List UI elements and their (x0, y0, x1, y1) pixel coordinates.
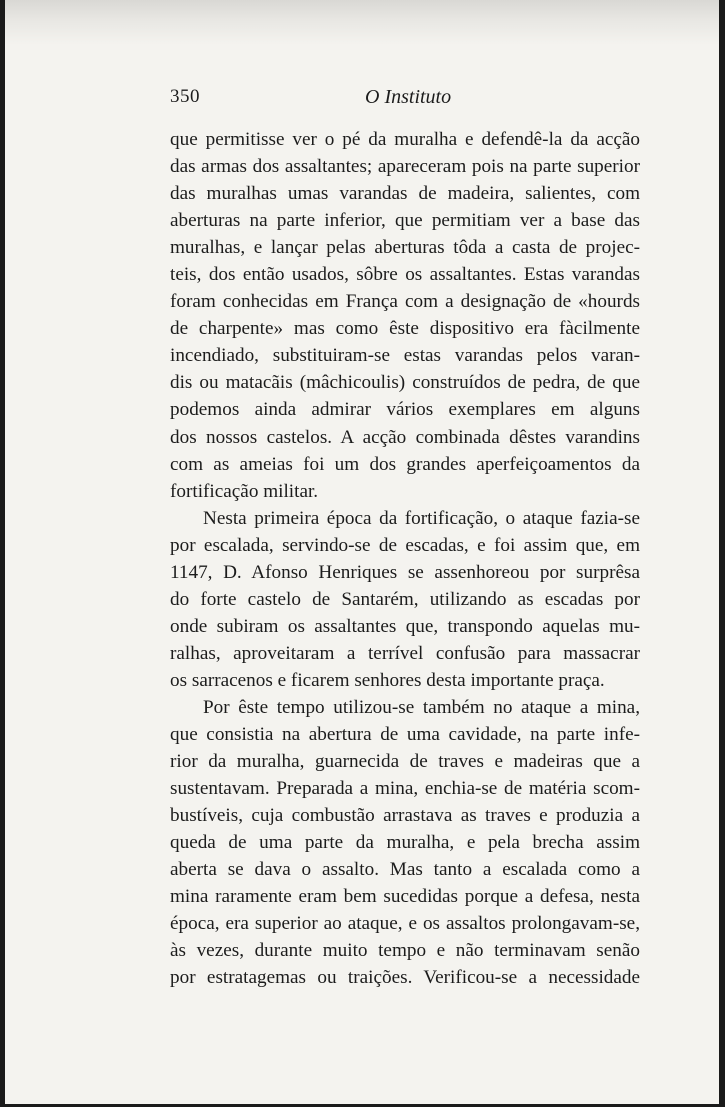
text-line: época, era superior ao ataque, e os assaltos prolongavam-se, (170, 913, 640, 935)
text-line: com as ameias foi um dos grandes aperfeiçoamentos da (170, 453, 640, 475)
text-line: dis ou matacãis (mâchicoulis) construídos de pedra, de que (170, 372, 640, 394)
text-line: 1147, D. Afonso Henriques se assenhoreou por surprêsa (170, 561, 640, 583)
text-line: incendiado, substituiram-se estas varandas pelos varan- (170, 345, 640, 367)
text-line: fortificação militar. (170, 480, 319, 502)
text-line: aberturas na parte inferior, que permitiam ver a base das (170, 210, 640, 232)
text-line: bustíveis, cuja combustão arrastava as traves e produzia a (170, 805, 640, 827)
running-title: O Instituto (365, 86, 452, 108)
scan-left-edge (0, 0, 5, 1107)
text-line: onde subiram os assaltantes que, transpondo aquelas mu- (170, 615, 640, 637)
text-line: por estratagemas ou traições. Verificou-se a necessidade (170, 967, 640, 989)
body-text (170, 126, 640, 992)
text-line: que permitisse ver o pé da muralha e defendê-la da acção (170, 129, 640, 150)
page-header (170, 86, 640, 116)
text-line: aberta se dava o assalto. Mas tanto a escalada como a (170, 859, 640, 881)
text-line: podemos ainda admirar vários exemplares em alguns (170, 399, 640, 421)
text-line: foram conhecidas em França com a designação de «hourds (170, 291, 640, 313)
scan-right-edge (719, 0, 725, 1107)
text-line: às vezes, durante muito tempo e não terminavam senão (170, 940, 640, 962)
text-line: Nesta primeira época da fortificação, o ataque fazia-se (203, 507, 640, 529)
text-line: por escalada, servindo-se de escadas, e foi assim que, em (170, 534, 640, 556)
text-line: das muralhas umas varandas de madeira, salientes, com (170, 183, 640, 205)
text-line: Por êste tempo utilizou-se também no ataque a mina, (203, 696, 640, 718)
text-line: queda de uma parte da muralha, e pela brecha assim (170, 832, 640, 854)
scan-top-shadow (5, 0, 719, 45)
text-line: das armas dos assaltantes; apareceram pois na parte superior (170, 156, 640, 178)
text-line: dos nossos castelos. A acção combinada dêstes varandins (170, 426, 640, 448)
page-number: 350 (170, 86, 200, 107)
text-line: do forte castelo de Santarém, utilizando as escadas por (170, 588, 640, 610)
text-line: rior da muralha, guarnecida de traves e madeiras que a (170, 751, 640, 773)
text-line: muralhas, e lançar pelas aberturas tôda a casta de projec- (170, 237, 640, 259)
text-line: os sarracenos e ficarem senhores desta importante praça. (170, 669, 605, 691)
text-line: ralhas, aproveitaram a terrível confusão para massacrar (170, 642, 640, 664)
text-line: que consistia na abertura de uma cavidade, na parte infe- (170, 724, 640, 746)
text-line: de charpente» mas como êste dispositivo era fàcilmente (170, 318, 640, 340)
text-line: sustentavam. Preparada a mina, enchia-se de matéria scom- (170, 778, 640, 800)
text-line: teis, dos então usados, sôbre os assaltantes. Estas varandas (170, 264, 640, 286)
text-line: mina raramente eram bem sucedidas porque a defesa, nesta (170, 886, 640, 908)
